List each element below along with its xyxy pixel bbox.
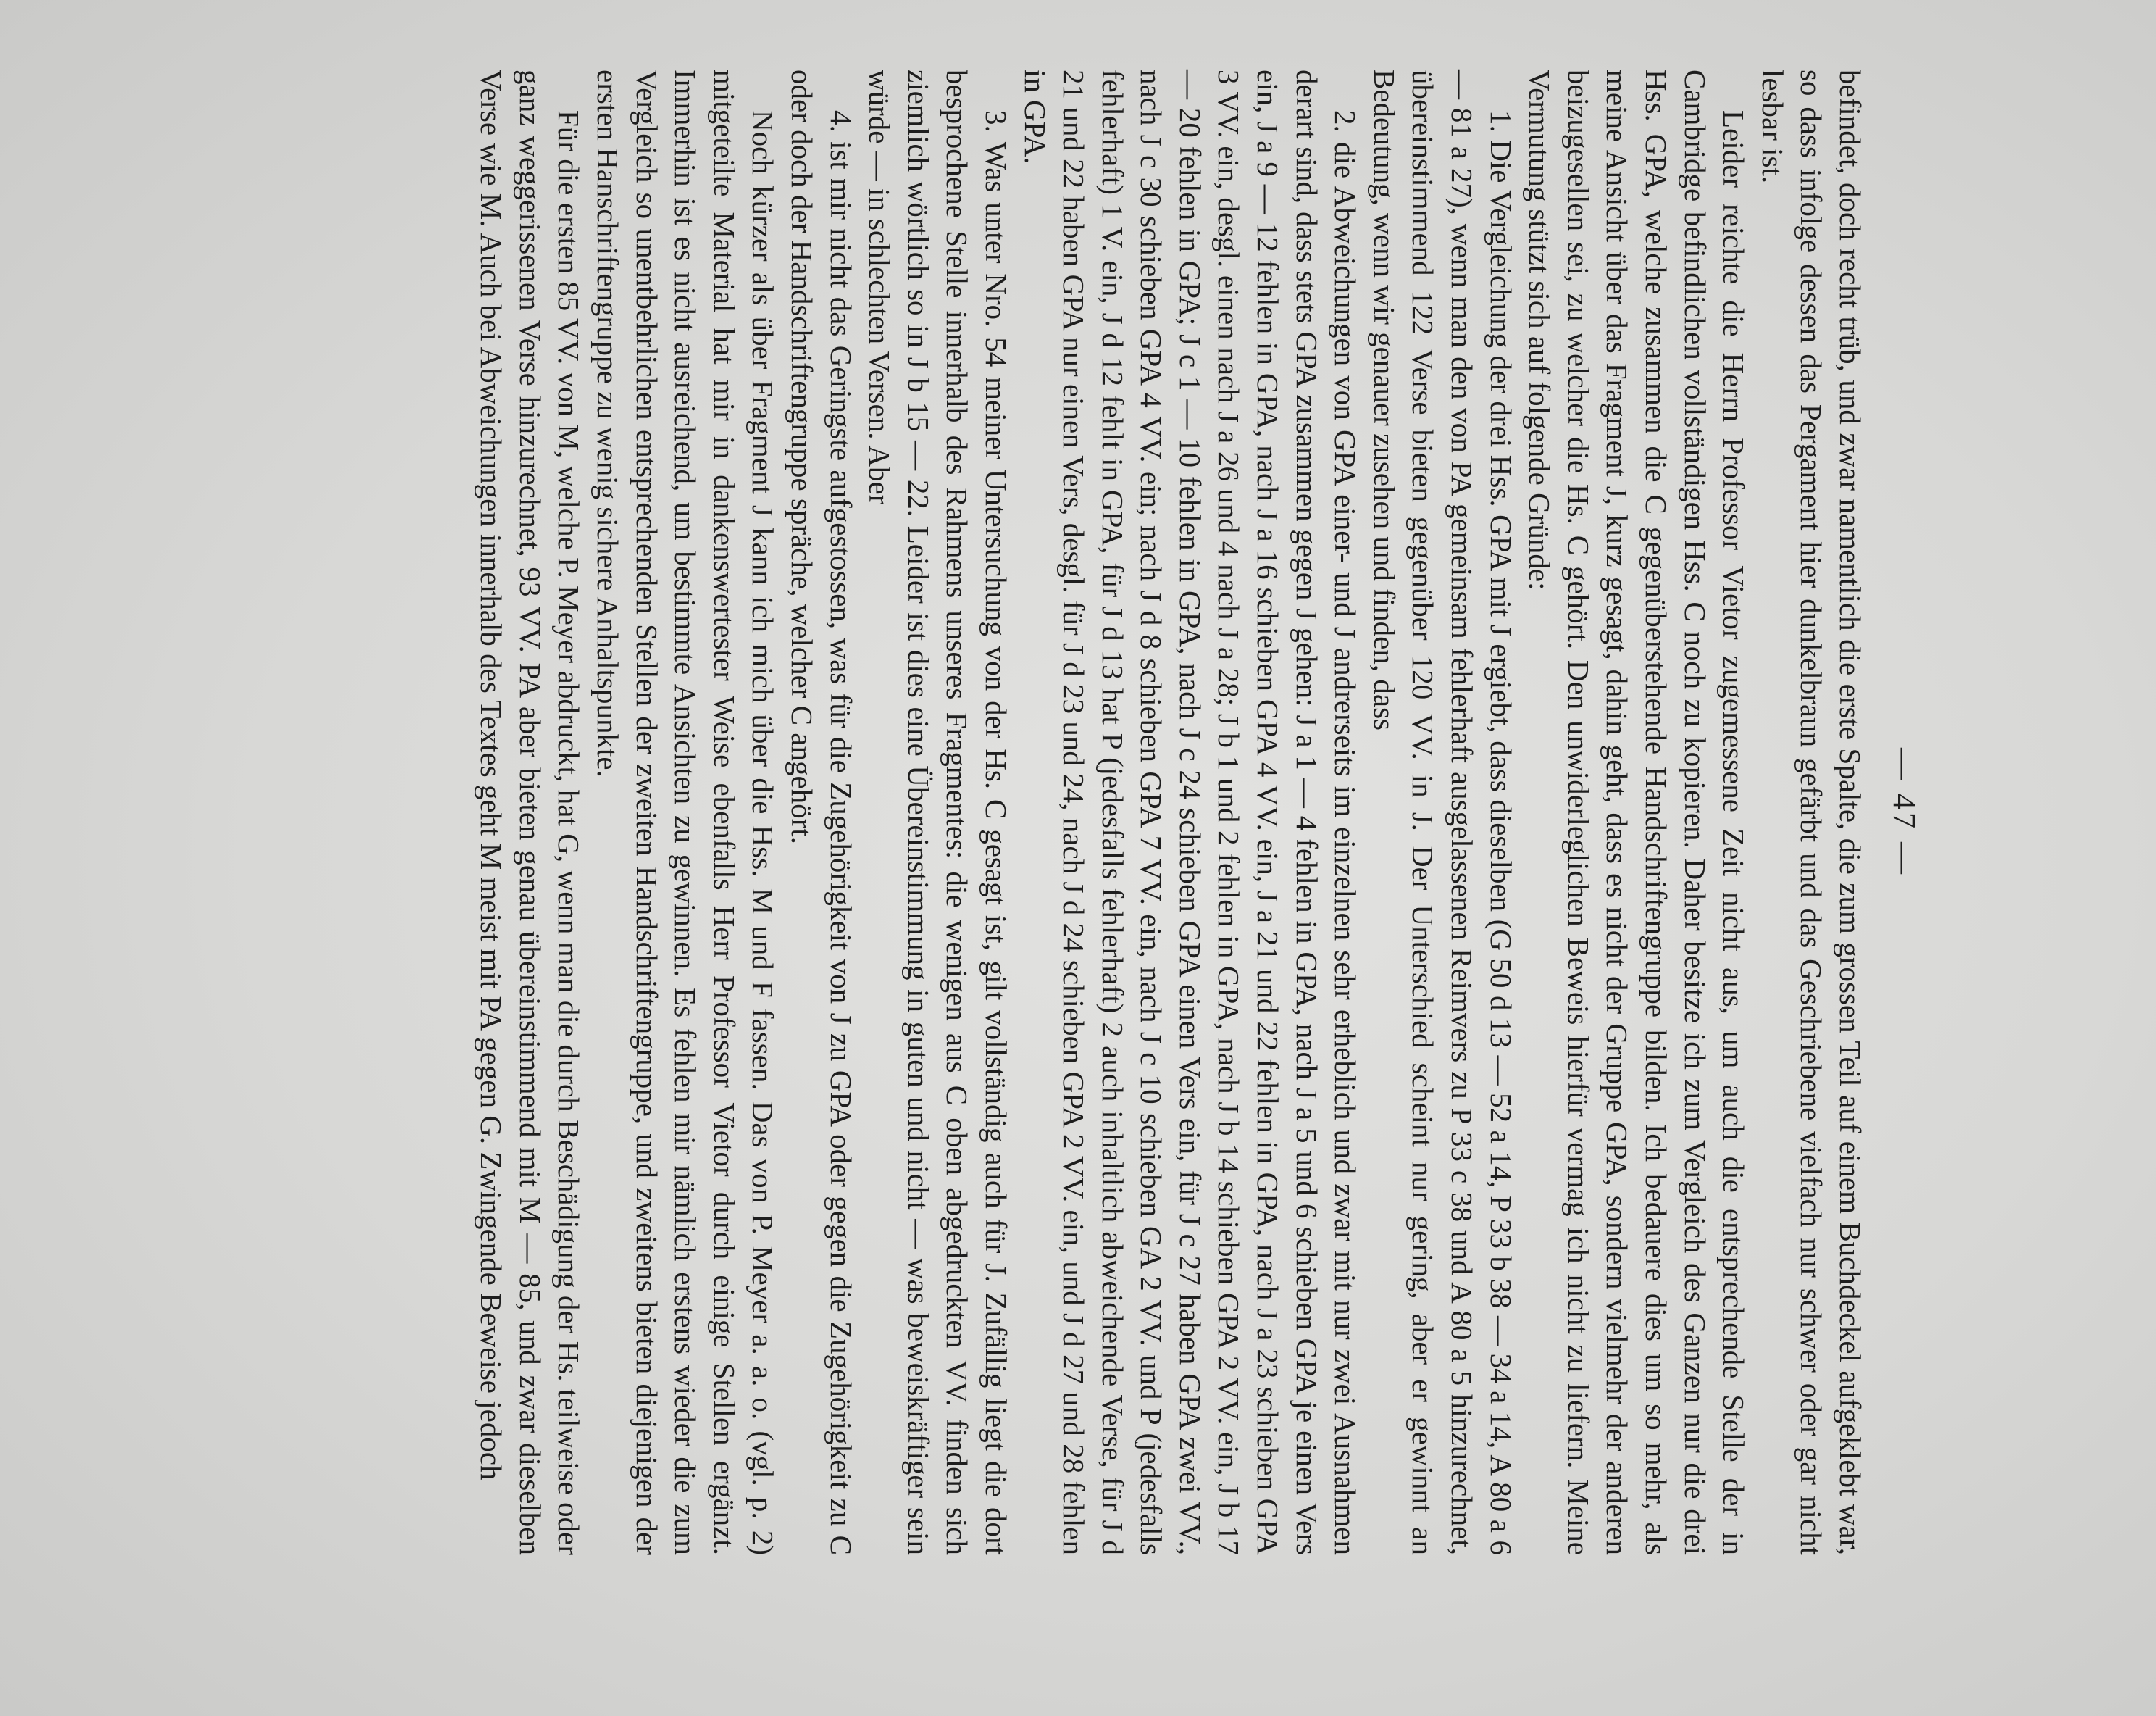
paragraph-8: Für die ersten 85 VV. von M, welche P. Meyer abdruckt, hat G, wenn man die durch Beschädigung der Hs. teilweise oder ganz weggerissenen Verse hinzurechnet, 93 VV. PA aber bieten genau übereinstimmend mit M — 85, und zwar dieselben Verse wie M. Auch bei Abweichungen innerhalb des Textes geht M meist mit PA gegen G. Zwingende Beweise jedoch — [475, 70, 586, 1555]
paragraph-6: 4. ist mir nicht das Geringste aufgestossen, was für die Zugehörigkeit von J zu GPA oder gegen die Zugehörigkeit zu C oder doch der Handschriftengruppe spräche, welcher C angehört. — [785, 70, 858, 1555]
paragraph-7: Noch kürzer als über Fragment J kann ich mich über die Hss. M und F fassen. Das von P. Meyer a. a. o. (vgl. p. 2) mitgeteilte Material hat mir in dankenswertester Weise ebenfalls Herr Professor Vietor durch einige Stellen ergänzt. Immerhin ist es nicht ausreichend, um bestimmte Ansichten zu gewinnen. Es fehlen mir nämlich erstens wieder die zum Vergleich so unentbehrlichen entsprechenden Stellen der zweiten Handschriftengruppe, und zweitens bieten diejenigen der ersten Hanschriftengruppe zu wenig sichere Anhaltspunkte. — [591, 70, 780, 1555]
page-number: — 47 — — [1886, 748, 1922, 877]
rotated-text-block — [472, 70, 1927, 1555]
paragraph-1: befindet, doch recht trüb, und zwar namentlich die erste Spalte, die zum grossen Teil auf einem Buchdeckel aufgeklebt war, so dass infolge dessen das Pergament hier dunkelbraun gefärbt und das Geschriebene vielfach nur schwer oder gar nicht lesbar ist. — [1755, 70, 1867, 1555]
paragraph-2: Leider reichte die Herrn Professor Vietor zugemessene Zeit nicht aus, um auch die entsprechende Stelle der in Cambridge befindlichen vollständigen Hss. C noch zu kopieren. Daher besitze ich zum Vergleich des Ganzen nur die drei Hss. GPA, welche zusammen die C gegenüberstehende Handschriftengruppe bilden. Ich bedauere dies um so mehr, als meine Ansicht über das Fragment J, kurz gesagt, dahin geht, dass es nicht der Gruppe GPA, sondern vielmehr der anderen beizugesellen sei, zu welcher die Hs. C gehört. Den unwiderleglichen Beweis hierfür vermag ich nicht zu liefern. Meine Vermutung stützt sich auf folgende Gründe: — [1523, 70, 1751, 1555]
paragraph-3: 1. Die Vergleichung der drei Hss. GPA mit J ergiebt, dass dieselben (G 50 d 13 — 52 a 14, P 33 b 38 — 34 a 14, A 80 a 6 — 81 a 27), wenn man den von PA gemeinsam fehlerhaft ausgelassenen Reimvers zu P 33 c 38 und A 80 a 5 hinzurechnet, übereinstimmend 122 Verse bieten gegenüber 120 VV. in J. Der Unterschied scheint nur gering, aber er gewinnt an Bedeutung, wenn wir genauer zusehen und finden, dass — [1367, 70, 1518, 1555]
paragraph-5: 3. Was unter Nro. 54 meiner Untersuchung von der Hs. C gesagt ist, gilt vollständig auch für J. Zufällig liegt die dort besprochene Stelle innerhalb des Rahmens unseres Fragmentes: die wenigen aus C oben abgedruckten VV. finden sich ziemlich wörtlich so in J b 15 — 22. Leider ist dies eine Übereinstimmung in guten und nicht — was beweiskräftiger sein würde — in schlechten Versen. Aber — [863, 70, 1013, 1555]
paragraph-4: 2. die Abweichungen von GPA einer- und J andrerseits im einzelnen sehr erheblich und zwar mit nur zwei Ausnahmen derart sind, dass stets GPA zusammen gegen J gehen: J a 1 — 4 fehlen in GPA, nach J a 5 und 6 schieben GPA je einen Vers ein, J a 9 — 12 fehlen in GPA, nach J a 16 schieben GPA 4 VV. ein, J a 21 und 22 fehlen in GPA, nach J a 23 schieben GPA 3 VV. ein, desgl. einen nach J a 26 und 4 nach J a 28; J b 1 und 2 fehlen in GPA, nach J b 14 schieben GPA 2 VV. ein, J b 17 — 20 fehlen in GPA; J c 1 — 10 fehlen in GPA, nach J c 24 schieben GPA einen Vers ein, für J c 27 haben GPA zwei VV., nach J c 30 schieben GPA 4 VV. ein; nach J d 8 schieben GPA 7 VV. ein, nach J c 10 schieben GA 2 VV. und P (jedesfalls fehlerhaft) 1 V. ein, J d 12 fehlt in GPA, für J d 13 hat P (jedesfalls fehlerhaft) 2 auch inhaltlich abweichende Verse, für J d 21 und 22 haben GPA nur einen Vers, desgl. für J d 23 und 24, nach J d 24 schieben GPA 2 VV. ein, und J d 27 und 28 fehlen in GPA. — [1018, 70, 1363, 1555]
